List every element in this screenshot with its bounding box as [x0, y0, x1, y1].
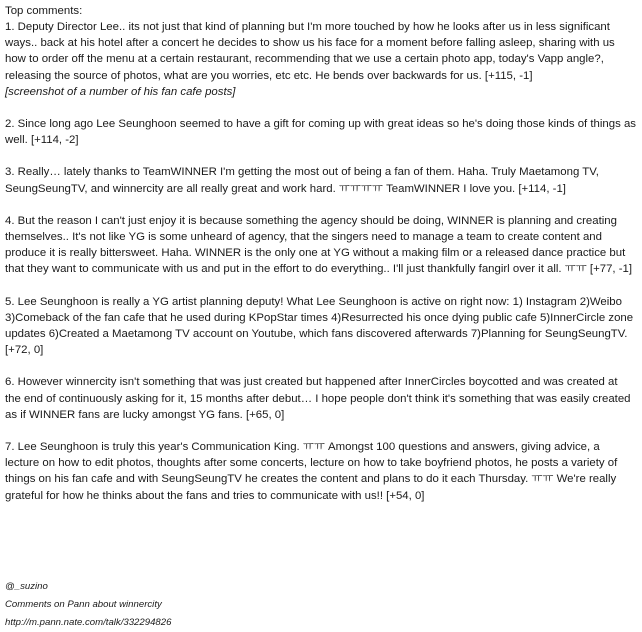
author-handle: @_suzino — [5, 581, 48, 592]
comment-6: 6. However winnercity isn't something that was just created but happened after InnerCircles boycotted and was created at the end of continuously asking for it, 15 months after debut… I hope people don't think it's something that was easily created as if WINNER fans are lucky amongst YG fans. [+65, 0] — [5, 376, 631, 421]
footer-caption: Comments on Pann about winnercity — [5, 599, 162, 610]
comment-2: 2. Since long ago Lee Seunghoon seemed to have a gift for coming up with great ideas so he's doing those kinds of things as well. [+114, -2] — [5, 118, 636, 147]
comment-4: 4. But the reason I can't just enjoy it is because something the agency should be doing, WINNER is planning and creating themselves.. It's not like YG is some unheard of agency, that the singers need to manage a team to create content and produce it is really bittersweet. Haha. WINNER is the only one at YG without a making film or a released dance practice but that they want to communicate with us and put in the effort to do everything.. I'll just thankfully fangirl over it all. ㅠㅠ [+77, -1] — [5, 214, 633, 276]
footer — [5, 578, 171, 632]
comment-7: 7. Lee Seunghoon is truly this year's Communication King. ㅠㅠ Amongst 100 questions and answers, giving advice, a lecture on how to edit photos, thoughts after some concerts, lecture on how to take boyfriend photos, he posts a variety of things on his fan cafe and with SeungSeungTV he creates the content and plans to do it each Thursday. ㅠㅠ We're really grateful for how he thinks about the fans and tries to communicate with us!! [+54, 0] — [5, 441, 618, 502]
comment-3: 3. Really… lately thanks to TeamWINNER I'm getting the most out of being a fan of them. Haha. Truly Maetamong TV, SeungSeungTV, and winnercity are all really great and work hard. ㅠㅠㅠㅠ TeamWINNER I love you. [+114, -1] — [5, 166, 599, 195]
comment-text: 1. Deputy Director Lee.. its not just that kind of planning but I'm more touched by how he looks after us in less significant ways.. back at his hotel after a concert he decides to show us his face for a moment before falling asleep, sharing with us how to order off the menu at a certain restaurant, recommending that we use a certain photo app, today's Vapp angle?, releasing the source of photos, what are you worries, etc etc. He bends over backwards for us. [+115, -1] — [5, 21, 615, 82]
comment-note: [screenshot of a number of his fan cafe posts] — [5, 85, 236, 98]
source-link[interactable]: http://m.pann.nate.com/talk/332294826 — [5, 617, 172, 628]
comment-1 — [5, 19, 636, 100]
comment-5: 5. Lee Seunghoon is really a YG artist planning deputy! What Lee Seunghoon is active on right now: 1) Instagram 2)Weibo 3)Comeback of the fan cafe that he used during KPopStar times 4)Resurrected his once dying public cafe 5)InnerCircle zone updates 6)Created a Maetamong TV account on Youtube, which fans discovered afterwards 7)Planning for SeungSeungTV. [+72, 0] — [5, 295, 634, 357]
section-heading: Top comments: — [5, 5, 83, 17]
